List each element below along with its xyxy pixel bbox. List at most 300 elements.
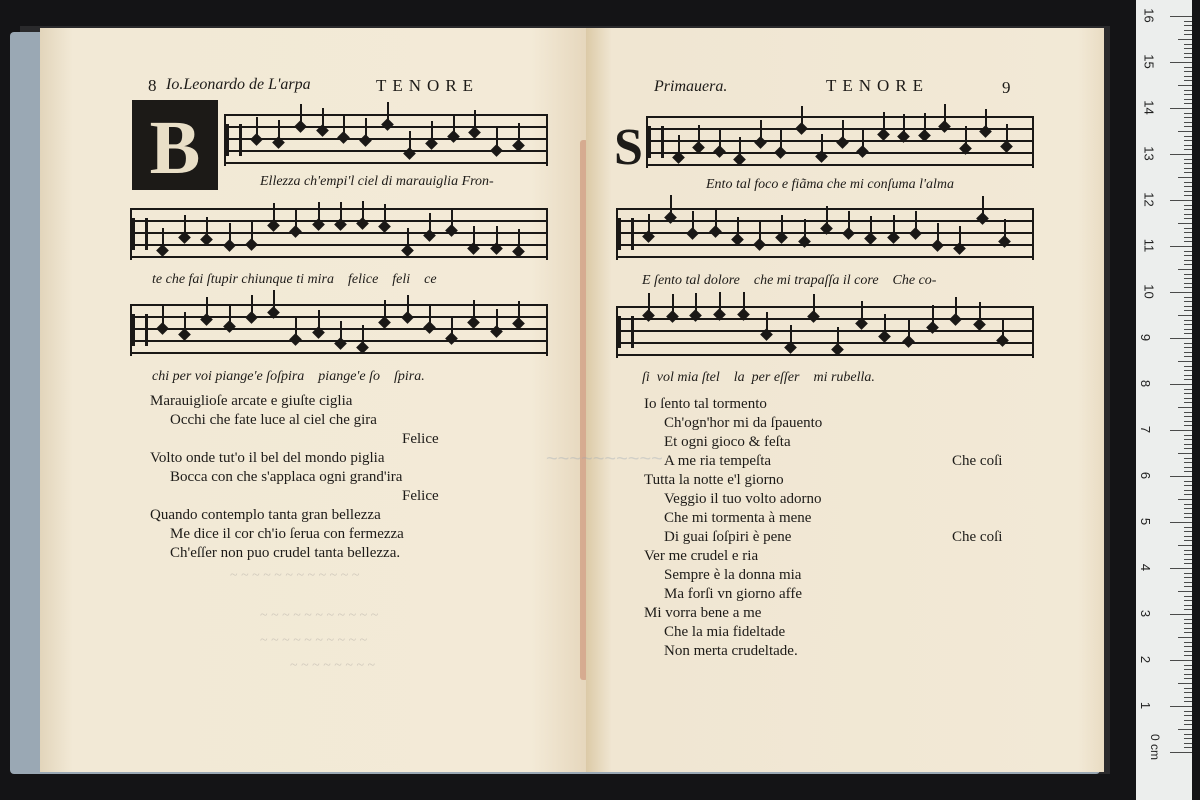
note-stem <box>384 204 386 224</box>
staff-line <box>130 304 548 306</box>
ruler-tick <box>1178 729 1192 730</box>
note-stem <box>295 209 297 229</box>
music-staff <box>130 208 548 260</box>
bleed-through-text: ~ ~ ~ ~ ~ ~ ~ ~ ~ ~ ~ ~ <box>230 568 360 583</box>
ruler-tick <box>1184 126 1192 127</box>
ruler-tick <box>1170 752 1192 753</box>
ruler-tick <box>1170 384 1192 385</box>
ruler-tick <box>1184 76 1192 77</box>
left-header-author: Io.Leonardo de L'arpa <box>166 76 311 93</box>
ruler-tick <box>1184 554 1192 555</box>
music-staff <box>616 306 1034 358</box>
ruler-tick <box>1184 287 1192 288</box>
ruler-tick <box>1178 591 1192 592</box>
ruler-number: 10 <box>1141 284 1157 299</box>
note-stem <box>813 294 815 314</box>
verse-line: Veggio il tuo volto adorno <box>664 491 822 507</box>
note-stem <box>340 321 342 341</box>
note-stem <box>670 195 672 215</box>
ruler-tick <box>1184 508 1192 509</box>
lyric-line: te che fai ſtupir chiunque ti mira felice feli ce <box>152 272 437 287</box>
staff-bar-line <box>546 304 548 356</box>
note-stem <box>251 295 253 315</box>
note-stem <box>1004 219 1006 239</box>
ruler-tick <box>1184 297 1192 298</box>
ruler-tick <box>1184 669 1192 670</box>
ruler-tick <box>1184 527 1192 528</box>
staff-line <box>616 354 1034 356</box>
verse-line: Quando contemplo tanta gran bellezza <box>150 507 381 523</box>
ruler-tick <box>1184 80 1192 81</box>
ruler-tick <box>1184 540 1192 541</box>
ruler-number: 9 <box>1138 333 1154 342</box>
ruler-tick <box>1184 25 1192 26</box>
staff-line <box>224 138 548 140</box>
note-stem <box>648 293 650 313</box>
note-stem <box>229 304 231 324</box>
ruler-tick <box>1184 398 1192 399</box>
note-stem <box>959 226 961 246</box>
lyric-line: E ſento tal dolore che mi trapaſſa il core Che co- <box>642 273 937 288</box>
ruler-tick <box>1178 407 1192 408</box>
note-stem <box>801 106 803 126</box>
note-stem <box>273 203 275 223</box>
staff-bar-line <box>1032 116 1034 168</box>
note-stem <box>318 310 320 330</box>
ruler-tick <box>1170 660 1192 661</box>
ruler-tick <box>1184 375 1192 376</box>
clef-symbol <box>226 124 242 156</box>
staff-line <box>130 316 548 318</box>
ruler-tick <box>1184 301 1192 302</box>
ruler-tick <box>1184 218 1192 219</box>
note-stem <box>908 319 910 339</box>
music-staff <box>646 116 1034 168</box>
note-stem <box>695 293 697 313</box>
ruler-tick <box>1184 209 1192 210</box>
note-stem <box>743 292 745 312</box>
ruler-tick <box>1184 389 1192 390</box>
verse-line: Et ogni gioco & feſta <box>664 434 791 450</box>
ruler-tick <box>1184 439 1192 440</box>
ruler-tick <box>1184 577 1192 578</box>
note-stem <box>837 327 839 347</box>
staff-bar-line <box>1032 306 1034 358</box>
note-stem <box>295 317 297 337</box>
left-page <box>40 28 586 772</box>
ruler-tick <box>1170 200 1192 201</box>
staff-bar-line <box>130 208 132 260</box>
verse-line: Occhi che fate luce al ciel che gira <box>170 412 377 428</box>
ruler-tick <box>1184 600 1192 601</box>
ruler-tick <box>1184 310 1192 311</box>
staff-line <box>130 244 548 246</box>
note-stem <box>982 196 984 216</box>
ruler-tick <box>1184 596 1192 597</box>
note-stem <box>903 114 905 134</box>
ruler-tick <box>1184 559 1192 560</box>
staff-line <box>130 256 548 258</box>
note-stem <box>251 222 253 242</box>
clef-symbol <box>648 126 664 158</box>
ruler-tick <box>1184 632 1192 633</box>
ruler-tick <box>1184 402 1192 403</box>
decorated-initial <box>132 100 218 190</box>
note-stem <box>790 325 792 345</box>
ruler-tick <box>1184 343 1192 344</box>
ruler-tick <box>1184 48 1192 49</box>
ruler-tick <box>1184 747 1192 748</box>
note-stem <box>474 110 476 130</box>
note-stem <box>804 219 806 239</box>
verse-line: Volto onde tut'o il bel del mondo piglia <box>150 450 385 466</box>
ruler-tick <box>1184 678 1192 679</box>
bleed-through-text: ~ ~ ~ ~ ~ ~ ~ ~ <box>290 658 376 673</box>
ruler-tick <box>1184 264 1192 265</box>
ruler-number: 12 <box>1141 192 1157 207</box>
ruler-tick <box>1184 163 1192 164</box>
ruler-number: 14 <box>1141 100 1157 115</box>
right-page <box>546 28 1104 772</box>
verse-line: Ch'ogn'hor mi da ſpauento <box>664 415 823 431</box>
ruler-tick <box>1184 448 1192 449</box>
ruler-tick <box>1178 85 1192 86</box>
ruler-number: 1 <box>1138 701 1154 710</box>
staff-line <box>616 256 1034 258</box>
note-stem <box>870 216 872 236</box>
note-stem <box>429 305 431 325</box>
ruler-tick <box>1178 637 1192 638</box>
ruler-tick <box>1184 274 1192 275</box>
verse-line: Ma forſi vn giorno affe <box>664 586 803 602</box>
note-stem <box>451 208 453 228</box>
ruler-number: 6 <box>1138 471 1154 480</box>
verse-line: Non merta crudeltade. <box>664 643 798 659</box>
note-stem <box>678 135 680 155</box>
ruler-tick <box>1184 586 1192 587</box>
staff-line <box>646 152 1034 154</box>
staff-line <box>616 342 1034 344</box>
staff-bar-line <box>616 208 618 260</box>
music-staff <box>616 208 1034 260</box>
ruler-tick <box>1178 177 1192 178</box>
ruler-tick <box>1184 255 1192 256</box>
ruler-number: 5 <box>1138 517 1154 526</box>
ruler-number: 2 <box>1138 655 1154 664</box>
left-voice-label: TENORE <box>376 76 480 95</box>
ruler-tick <box>1184 191 1192 192</box>
right-page-number: 9 <box>1002 78 1011 97</box>
ruler-tick <box>1184 21 1192 22</box>
note-stem <box>300 104 302 124</box>
ruler-tick <box>1184 228 1192 229</box>
ruler-tick <box>1184 356 1192 357</box>
note-stem <box>862 129 864 149</box>
ruler-tick <box>1184 172 1192 173</box>
ruler-number: 7 <box>1138 425 1154 434</box>
verse-line: Di guai ſoſpiri è pene <box>664 529 792 545</box>
ruler-tick <box>1170 706 1192 707</box>
ruler-tick <box>1184 462 1192 463</box>
music-staff <box>224 114 548 166</box>
ruler-tick <box>1178 39 1192 40</box>
note-stem <box>362 201 364 221</box>
staff-line <box>616 318 1034 320</box>
staff-bar-line <box>646 116 648 168</box>
note-stem <box>273 290 275 310</box>
ruler-tick <box>1170 430 1192 431</box>
ruler-tick <box>1184 103 1192 104</box>
verse-line: Me dice il cor ch'io ſerua con fermezza <box>170 526 404 542</box>
ruler-tick <box>1184 34 1192 35</box>
staff-line <box>646 128 1034 130</box>
clef-symbol <box>132 314 148 346</box>
ruler-tick <box>1184 53 1192 54</box>
right-voice-label: TENORE <box>826 76 930 95</box>
note-stem <box>861 301 863 321</box>
ruler-tick <box>1184 251 1192 252</box>
bleed-through-text: ~ ~ ~ ~ ~ ~ ~ ~ ~ ~ ~ <box>260 608 379 623</box>
note-stem <box>648 214 650 234</box>
note-stem <box>518 229 520 249</box>
verse-line: Marauiglioſe arcate e giuſte ciglia <box>150 393 353 409</box>
ruler-tick <box>1170 108 1192 109</box>
clef-symbol <box>618 218 634 250</box>
verse-line: Che la mia fideltade <box>664 624 786 640</box>
ruler-tick <box>1184 182 1192 183</box>
note-stem <box>496 226 498 246</box>
note-stem <box>184 215 186 235</box>
watermark: ~~~~~~~~~~ <box>546 448 663 470</box>
staff-bar-line <box>546 114 548 166</box>
ruler-tick <box>1184 67 1192 68</box>
ruler-tick <box>1184 214 1192 215</box>
verse-line: Sempre è la donna mia <box>664 567 802 583</box>
staff-bar-line <box>546 208 548 260</box>
note-stem <box>715 209 717 229</box>
note-stem <box>473 226 475 246</box>
note-stem <box>842 120 844 140</box>
lyric-line: chi per voi piange'e ſoſpira piange'e ſo ſpira. <box>152 369 425 384</box>
verse-line: Ver me crudel e ria <box>644 548 759 564</box>
ruler-tick <box>1184 481 1192 482</box>
bleed-through-text: ~ ~ ~ ~ ~ ~ ~ ~ ~ ~ <box>260 633 368 648</box>
ruler-tick <box>1184 117 1192 118</box>
ruler-number: 4 <box>1138 563 1154 572</box>
ruler-tick <box>1184 71 1192 72</box>
staff-bar-line <box>616 306 618 358</box>
ruler-tick <box>1184 94 1192 95</box>
lyric-line: Ento tal foco e fiãma che mi conſuma l'alma <box>706 177 954 192</box>
ruler-tick <box>1184 536 1192 537</box>
ruler-tick <box>1184 260 1192 261</box>
note-stem <box>431 121 433 141</box>
staff-line <box>646 164 1034 166</box>
ruler-tick <box>1170 568 1192 569</box>
verse-line: Io ſento tal tormento <box>644 396 767 412</box>
note-stem <box>387 102 389 122</box>
note-stem <box>518 123 520 143</box>
staff-line <box>616 330 1034 332</box>
note-stem <box>451 316 453 336</box>
ruler-tick <box>1184 237 1192 238</box>
note-stem <box>206 217 208 237</box>
ruler-tick <box>1184 324 1192 325</box>
ruler-tick <box>1184 701 1192 702</box>
ruler-tick <box>1170 246 1192 247</box>
ruler-tick <box>1178 131 1192 132</box>
note-stem <box>322 108 324 128</box>
ruler-tick <box>1184 329 1192 330</box>
ruler-tick <box>1170 62 1192 63</box>
ruler-tick <box>1184 113 1192 114</box>
ruler-tick <box>1184 646 1192 647</box>
note-stem <box>932 305 934 325</box>
ruler-tick <box>1184 720 1192 721</box>
ruler-tick <box>1184 517 1192 518</box>
ruler-tick <box>1184 674 1192 675</box>
music-staff <box>130 304 548 356</box>
ruler-tick <box>1170 292 1192 293</box>
ruler-tick <box>1170 338 1192 339</box>
ruler-tick <box>1184 57 1192 58</box>
ruler-tick <box>1184 30 1192 31</box>
ruler-tick <box>1184 283 1192 284</box>
ruler-tick <box>1184 688 1192 689</box>
note-stem <box>672 294 674 314</box>
ruler-tick <box>1184 458 1192 459</box>
ruler-tick <box>1184 140 1192 141</box>
note-stem <box>343 115 345 135</box>
ruler-tick <box>1184 306 1192 307</box>
staff-bar-line <box>224 114 226 166</box>
ruler-tick <box>1184 159 1192 160</box>
ruler-tick <box>1184 605 1192 606</box>
ruler-tick <box>1184 366 1192 367</box>
note-stem <box>340 202 342 222</box>
ruler-tick <box>1184 412 1192 413</box>
ruler-tick <box>1184 352 1192 353</box>
staff-line <box>130 232 548 234</box>
ruler-tick <box>1184 186 1192 187</box>
ruler-tick <box>1184 149 1192 150</box>
ruler-tick <box>1170 154 1192 155</box>
ruler-tick <box>1184 531 1192 532</box>
staff-line <box>646 116 1034 118</box>
ruler-tick <box>1184 416 1192 417</box>
ruler-tick <box>1184 421 1192 422</box>
ruler-tick <box>1184 205 1192 206</box>
ruler-tick <box>1184 642 1192 643</box>
ruler-tick <box>1184 692 1192 693</box>
note-stem <box>365 118 367 138</box>
ruler-tick <box>1170 614 1192 615</box>
ruler-number: 16 <box>1141 8 1157 23</box>
ruler-tick <box>1184 711 1192 712</box>
refrain-cue: Che coſi <box>952 453 1003 469</box>
ruler-tick <box>1184 513 1192 514</box>
ruler-tick <box>1184 379 1192 380</box>
lyric-line: Ellezza ch'empi'l ciel di marauiglia Fron- <box>260 174 494 189</box>
note-stem <box>162 228 164 248</box>
ruler-tick <box>1170 16 1192 17</box>
ruler-tick <box>1178 361 1192 362</box>
ruler-tick <box>1184 136 1192 137</box>
ruler-tick <box>1184 563 1192 564</box>
verse-line: Che mi tormenta à mene <box>664 510 812 526</box>
ruler-tick <box>1184 232 1192 233</box>
ruler-tick <box>1184 628 1192 629</box>
ruler-number: 8 <box>1138 379 1154 388</box>
ruler-tick <box>1184 665 1192 666</box>
note-stem <box>362 325 364 345</box>
ruler-tick <box>1184 393 1192 394</box>
staff-line <box>616 244 1034 246</box>
note-stem <box>162 306 164 326</box>
verse-line: Ch'eſſer non puo crudel tanta bellezza. <box>170 545 401 561</box>
ruler-tick <box>1170 522 1192 523</box>
note-stem <box>924 113 926 133</box>
note-stem <box>496 128 498 148</box>
staff-line <box>224 162 548 164</box>
left-page-number: 8 <box>148 76 157 95</box>
note-stem <box>318 202 320 222</box>
ruler-tick <box>1178 269 1192 270</box>
ruler-tick <box>1184 715 1192 716</box>
note-stem <box>985 109 987 129</box>
ruler-tick <box>1184 485 1192 486</box>
note-stem <box>719 292 721 312</box>
ruler-tick <box>1178 315 1192 316</box>
ruler-tick <box>1178 683 1192 684</box>
note-stem <box>184 312 186 332</box>
ruler-tick <box>1184 651 1192 652</box>
note-stem <box>883 112 885 132</box>
ruler-tick <box>1184 655 1192 656</box>
note-stem <box>893 215 895 235</box>
ruler-number: 13 <box>1141 146 1157 161</box>
note-stem <box>884 314 886 334</box>
ruler-tick <box>1184 582 1192 583</box>
note-stem <box>229 223 231 243</box>
note-stem <box>955 297 957 317</box>
ruler-tick <box>1184 333 1192 334</box>
note-stem <box>473 300 475 320</box>
note-stem <box>407 295 409 315</box>
clef-symbol <box>618 316 634 348</box>
note-stem <box>1006 124 1008 144</box>
ruler-tick <box>1170 476 1192 477</box>
verse-line: Mi vorra bene a me <box>644 605 762 621</box>
ruler-tick <box>1178 499 1192 500</box>
verse-line: Felice <box>402 488 439 504</box>
verse-line: Felice <box>402 431 439 447</box>
ruler-tick <box>1184 550 1192 551</box>
ruler-tick <box>1184 573 1192 574</box>
note-stem <box>821 134 823 154</box>
ruler-tick <box>1178 223 1192 224</box>
measuring-ruler <box>1136 0 1192 800</box>
ruler-tick <box>1184 90 1192 91</box>
ruler-tick <box>1184 724 1192 725</box>
note-stem <box>848 211 850 231</box>
note-stem <box>692 211 694 231</box>
clef-symbol <box>132 218 148 250</box>
ruler-tick <box>1184 278 1192 279</box>
ruler-number: 15 <box>1141 54 1157 69</box>
ruler-number: 3 <box>1138 609 1154 618</box>
note-stem <box>965 126 967 146</box>
